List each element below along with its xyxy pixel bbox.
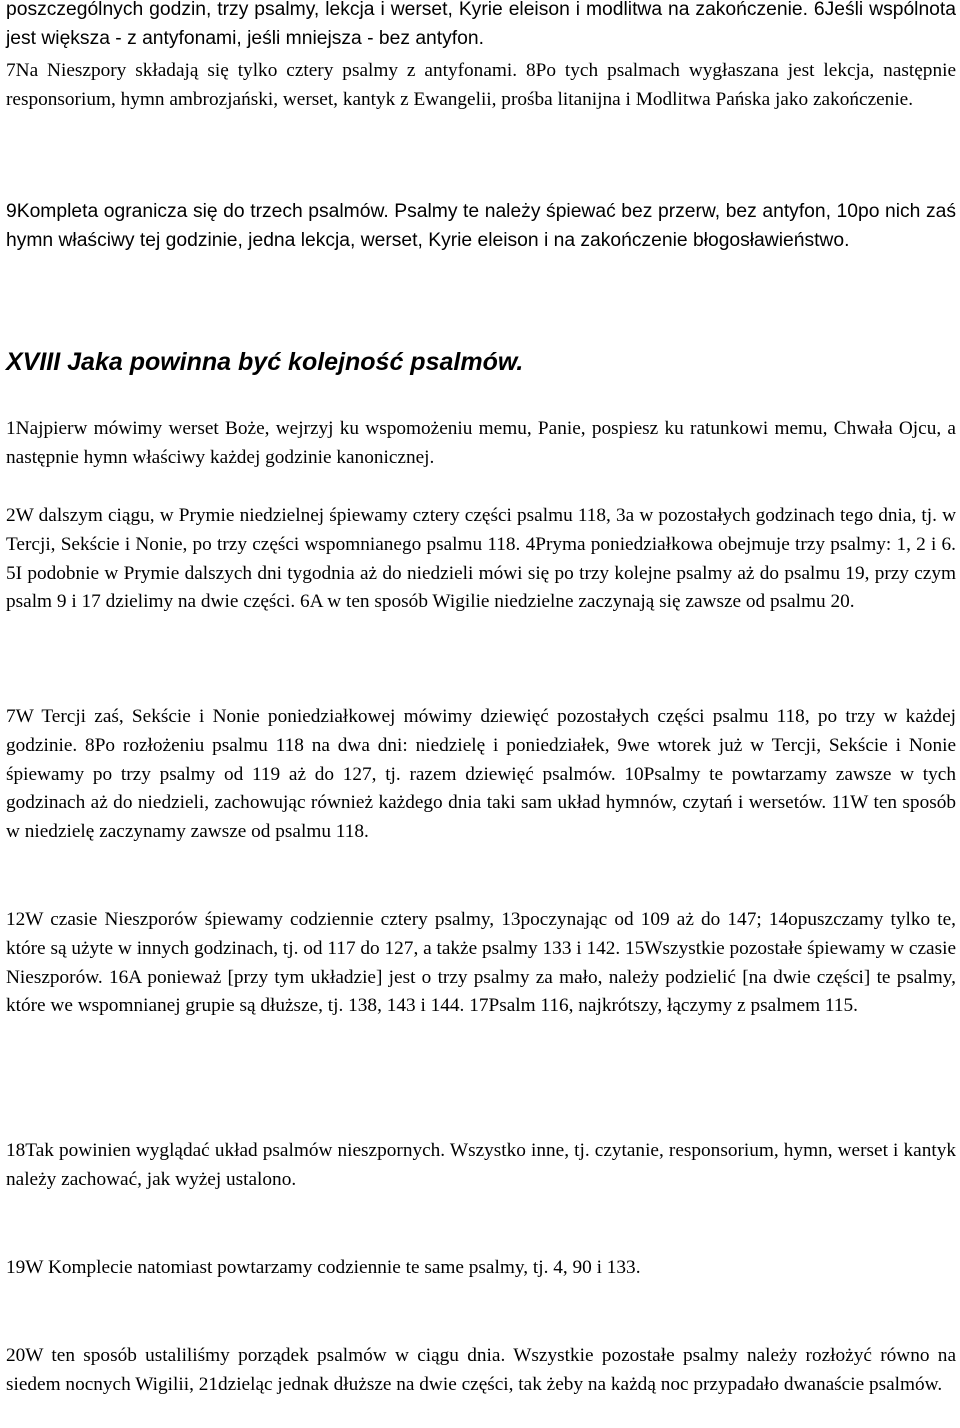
paragraph-6: 7W Tercji zaś, Sekście i Nonie poniedziałkowej mówimy dziewięć pozostałych części psalmu 118, po trzy w każdej godzinie. 8Po rozłożeniu psalmu 118 na dwa dni: niedzielę i poniedziałek, 9we wtorek już w Tercji, Sekście i Nonie śpiewamy po trzy psalmy od 119 aż do 127, tj. razem dziewięć psalmów. 10Psalmy te powtarzamy zawsze w tych godzinach aż do niedzieli, zachowując również każdego dnia taki sam układ hymnów, czytań i wersetów. 11W ten sposób w niedzielę zaczynamy zawsze od psalmu 118. — [6, 706, 956, 843]
paragraph-9: 19W Komplecie natomiast powtarzamy codziennie te same psalmy, tj. 4, 90 i 133. — [6, 1257, 641, 1278]
paragraph-1: poszczególnych godzin, trzy psalmy, lekcja i werset, Kyrie eleison i modlitwa na zakończenie. 6Jeśli wspólnota jest większa - z antyfonami, jeśli mniejsza - bez antyfon. — [6, 0, 956, 49]
section-heading: XVIII Jaka powinna być kolejność psalmów. — [6, 348, 524, 376]
paragraph-5: 2W dalszym ciągu, w Prymie niedzielnej śpiewamy cztery części psalmu 118, 3a w pozostałych godzinach tego dnia, tj. w Tercji, Sekście i Nonie, po trzy części wspomnianego psalmu 118. 4Pryma poniedziałkowa obejmuje trzy psalmy: 1, 2 i 6. 5I podobnie w Prymie dalszych dni tygodnia aż do niedzieli mówi się po trzy kolejne psalmy aż do psalmu 19, przy czym psalm 9 i 17 dzielimy na dwie części. 6A w ten sposób Wigilie niedzielne zaczynają się zawsze od psalmu 20. — [6, 505, 956, 613]
paragraph-10: 20W ten sposób ustaliliśmy porządek psalmów w ciągu dnia. Wszystkie pozostałe psalmy należy rozłożyć równo na siedem nocnych Wigilii, 21dzieląc jednak dłuższe na dwie części, tak żeby na każdą noc przypadało dwanaście psalmów. — [6, 1345, 956, 1395]
paragraph-2: 7Na Nieszpory składają się tylko cztery psalmy z antyfonami. 8Po tych psalmach wygłaszana jest lekcja, następnie responsorium, hymn ambrozjański, werset, kantyk z Ewangelii, prośba litanijna i Modlitwa Pańska jako zakończenie. — [6, 60, 956, 110]
paragraph-7: 12W czasie Nieszporów śpiewamy codziennie cztery psalmy, 13poczynając od 109 aż do 147; 14opuszczamy tylko te, które są użyte w innych godzinach, tj. od 117 do 127, a także psalmy 133 i 142. 15Wszystkie pozostałe śpiewamy w czasie Nieszporów. 16A ponieważ [przy tym układzie] jest o trzy psalmy za mało, należy podzielić [na dwie części] te psalmy, które we wspomnianej grupie są dłuższe, tj. 138, 143 i 144. 17Psalm 116, najkrótszy, łączymy z psalmem 115. — [6, 909, 956, 1017]
paragraph-4: 1Najpierw mówimy werset Boże, wejrzyj ku wspomożeniu memu, Panie, pospiesz ku ratunkowi memu, Chwała Ojcu, a następnie hymn właściwy każdej godzinie kanonicznej. — [6, 418, 956, 468]
paragraph-8: 18Tak powinien wyglądać układ psalmów nieszpornych. Wszystko inne, tj. czytanie, responsorium, hymn, werset i kantyk należy zachować, jak wyżej ustalono. — [6, 1140, 956, 1190]
paragraph-3: 9Kompleta ogranicza się do trzech psalmów. Psalmy te należy śpiewać bez przerw, bez antyfon, 10po nich zaś hymn właściwy tej godzinie, jedna lekcja, werset, Kyrie eleison i na zakończenie błogosławieństwo. — [6, 201, 956, 251]
